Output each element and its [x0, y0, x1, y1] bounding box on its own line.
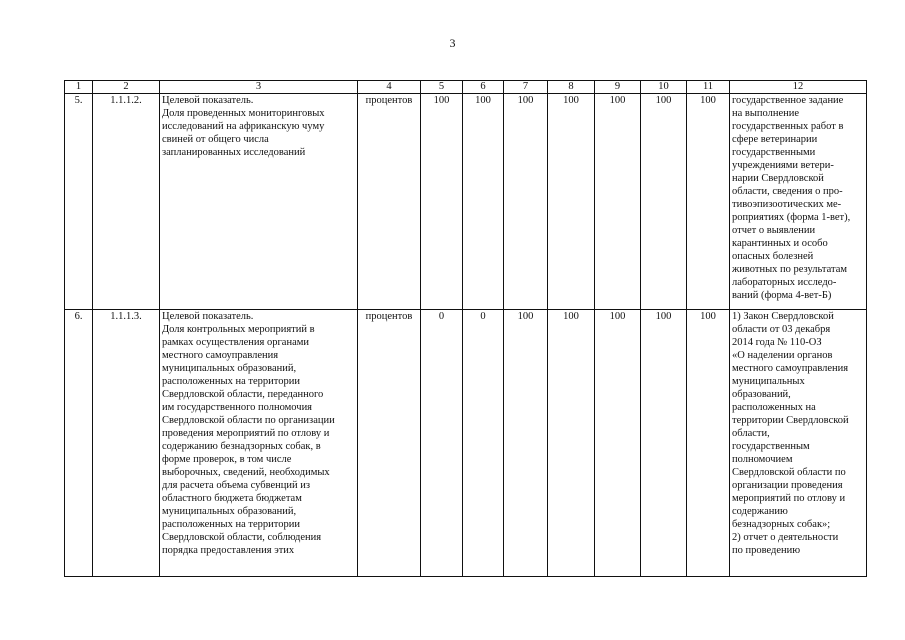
- source-text: 1) Закон Свердловской области от 03 декабря 2014 года № 110-ОЗ «О наделении органов местного самоуправления муниципальных образований, расположенных на территории Свердловской области, государственным полномочием Свердловской области по организации проведения мероприятий по отлову и содержанию безнадзорных собак»; 2) отчет о деятельности по проведению: [730, 310, 867, 577]
- row-number: 5.: [65, 94, 93, 310]
- value-cell: 100: [687, 310, 730, 577]
- header-cell: 10: [641, 81, 687, 94]
- indicators-table: [64, 80, 867, 577]
- value-cell: 100: [504, 94, 548, 310]
- table-row: [65, 94, 867, 310]
- header-cell: 2: [93, 81, 160, 94]
- value-cell: 0: [421, 310, 463, 577]
- page-number: 3: [449, 36, 456, 50]
- header-cell: 8: [548, 81, 595, 94]
- value-cell: 100: [504, 310, 548, 577]
- table-row: [65, 310, 867, 577]
- header-cell: 9: [595, 81, 641, 94]
- value-cell: 100: [595, 94, 641, 310]
- header-row: [65, 81, 867, 94]
- value-cell: 100: [548, 94, 595, 310]
- header-cell: 1: [65, 81, 93, 94]
- source-text: государственное задание на выполнение государственных работ в сфере ветеринарии государственными учреждениями ветери- нарии Свердловской области, сведения о про- тивоэпизоотических ме- роприятиях (форма 1-вет), отчет о выявлении карантинных и особо опасных болезней животных по результатам лабораторных исследо- ваний (форма 4-вет-Б): [730, 94, 867, 310]
- row-number: 6.: [65, 310, 93, 577]
- indicator-text: Целевой показатель. Доля контрольных мероприятий в рамках осуществления органами местного самоуправления муниципальных образований, расположенных на территории Свердловской области, переданного им государственного полномочия Свердловской области по организации проведения мероприятий по отлову и содержанию безнадзорных собак, в форме проверок, в том числе выборочных, сведений, необходимых для расчета объема субвенций из областного бюджета бюджетам муниципальных образований, расположенных на территории Свердловской области, соблюдения порядка предоставления этих: [160, 310, 358, 577]
- header-cell: 5: [421, 81, 463, 94]
- value-cell: 100: [687, 94, 730, 310]
- value-cell: 100: [463, 94, 504, 310]
- unit-cell: процентов: [358, 310, 421, 577]
- header-cell: 3: [160, 81, 358, 94]
- row-code: 1.1.1.3.: [93, 310, 160, 577]
- header-cell: 12: [730, 81, 867, 94]
- value-cell: 0: [463, 310, 504, 577]
- value-cell: 100: [548, 310, 595, 577]
- header-cell: 6: [463, 81, 504, 94]
- header-cell: 11: [687, 81, 730, 94]
- header-cell: 7: [504, 81, 548, 94]
- value-cell: 100: [595, 310, 641, 577]
- value-cell: 100: [641, 94, 687, 310]
- value-cell: 100: [641, 310, 687, 577]
- header-cell: 4: [358, 81, 421, 94]
- unit-cell: процентов: [358, 94, 421, 310]
- indicator-text: Целевой показатель. Доля проведенных мониторинговых исследований на африканскую чуму свиней от общего числа запланированных исследований: [160, 94, 358, 310]
- value-cell: 100: [421, 94, 463, 310]
- row-code: 1.1.1.2.: [93, 94, 160, 310]
